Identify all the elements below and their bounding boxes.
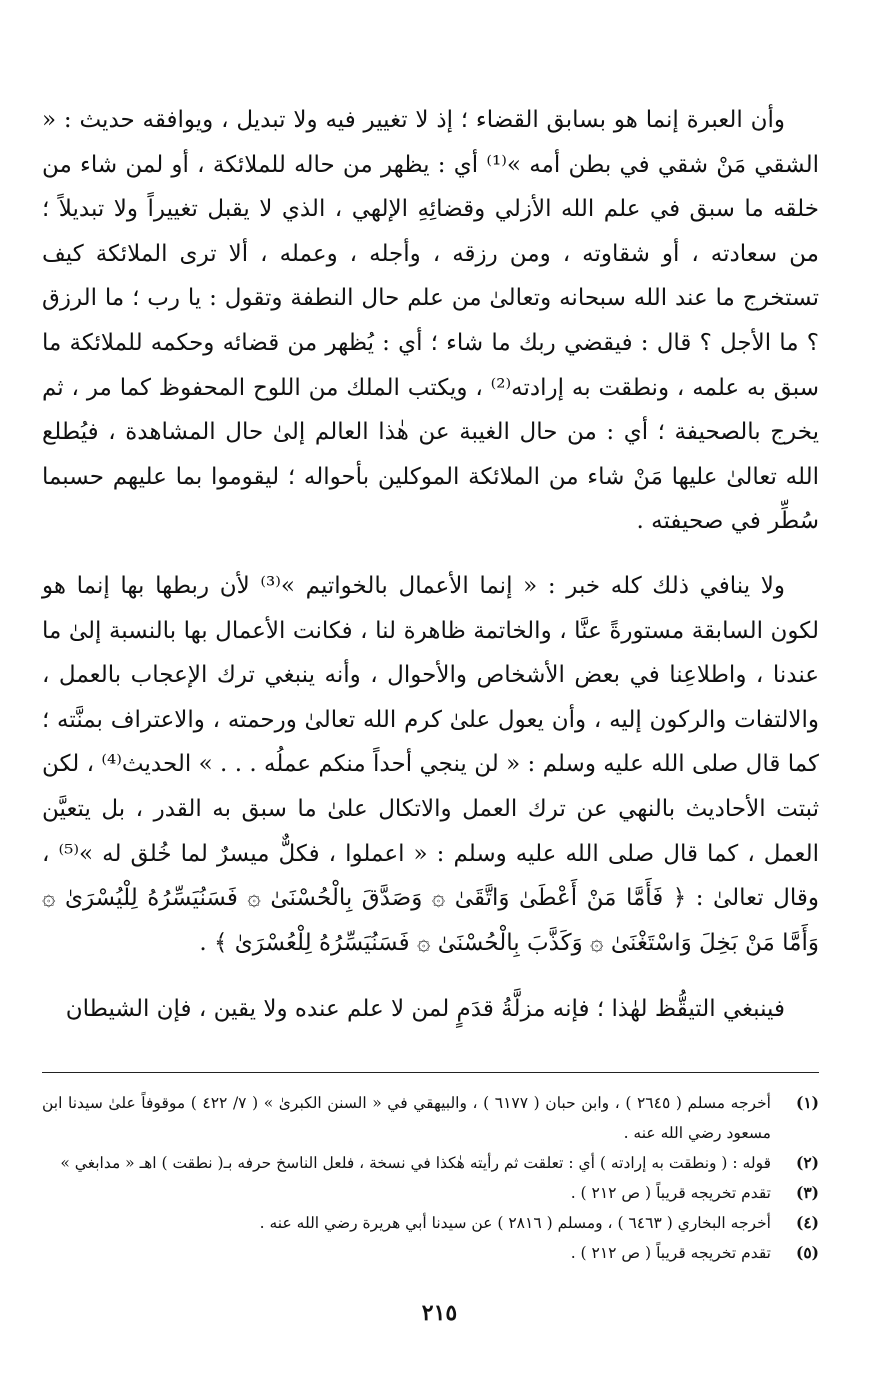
footnote-number: (٣) [795,1183,819,1202]
paragraph-1-text: وأن العبرة إنما هو بسابق القضاء ؛ إذ لا تغيير فيه ولا تبديل ، ويوافقه حديث : « الشقي مَنْ شقي في بطن أمه »⁽¹⁾ أي : يظهر من حاله للملائكة ، أو لمن شاء من خلقه ما سبق في علم الله الأزلي وقضائِهِ الإلهي ، الذي لا يقبل تغييراً ولا تبديلاً ؛ من سعادته ، أو شقاوته ، ومن رزقه ، وأجله ، وعمله ، ألا ترى الملائكة كيف تستخرج ما عند الله سبحانه وتعالىٰ من علم حال النطفة وتقول : يا رب ؛ ما الرزق ؟ ما الأجل ؟ قال : فيقضي ربك ما شاء ؛ أي : يُظهر من قضائه وحكمه للملائكة ما سبق به علمه ، ونطقت به إرادته⁽²⁾ ، ويكتب الملك من اللوح المحفوظ كما مر ، ثم يخرج بالصحيفة ؛ أي : من حال الغيبة عن هٰذا العالم إلىٰ حال المشاهدة ، فيُطلع الله تعالىٰ عليها مَنْ شاء من الملائكة الموكلين بأحواله ؛ ليقوموا بما عليهم حسبما سُطِّر في صحيفته . [42,107,819,535]
footnote-number: (٥) [795,1243,819,1262]
footnote-text: أخرجه البخاري ( ٦٤٦٣ ) ، ومسلم ( ٢٨١٦ ) عن سيدنا أبي هريرة رضي الله عنه . [259,1214,771,1232]
footnotes [42,1088,819,1268]
paragraph-2-text: ولا ينافي ذلك كله خبر : « إنما الأعمال بالخواتيم »⁽³⁾ لأن ربطها بها إنما هو لكون السابقة مستورةً عنَّا ، والخاتمة ظاهرة لنا ، فكانت الأعمال بها بالنسبة إلىٰ ما عندنا ، واطلاعِنا في بعض الأشخاص والأحوال ، وأنه ينبغي ترك الإعجاب بالعمل ، والالتفات والركون إليه ، وأن يعول علىٰ كرم الله تعالىٰ ورحمته ، والاعتراف بمنَّته ؛ كما قال صلى الله عليه وسلم : « لن ينجي أحداً منكم عملُه . . . » الحديث⁽⁴⁾ ، لكن ثبتت الأحاديث بالنهي عن ترك العمل والاتكال علىٰ ما سبق به القدر ، بل يتعيَّن العمل ، كما قال صلى الله عليه وسلم : « اعملوا ، فكلٌّ ميسرٌ لما خُلق له »⁽⁵⁾ ، وقال تعالىٰ : ﴿ فَأَمَّا مَنْ أَعْطَىٰ وَاتَّقَىٰ ۞ وَصَدَّقَ بِالْحُسْنَىٰ ۞ فَسَنُيَسِّرُهُ لِلْيُسْرَىٰ ۞ وَأَمَّا مَنْ بَخِلَ وَاسْتَغْنَىٰ ۞ وَكَذَّبَ بِالْحُسْنَىٰ ۞ فَسَنُيَسِّرُهُ لِلْعُسْرَىٰ ﴾ . [42,572,820,956]
footnote-text: تقدم تخريجه قريباً ( ص ٢١٢ ) . [570,1244,771,1262]
footnote-1 [42,1088,819,1148]
paragraph-3 [42,987,819,1032]
page-number: ٢١٥ [421,1300,458,1326]
footnote-4 [42,1208,819,1238]
footnote-text: قوله : ( ونطقت به إرادته ) أي : تعلقت ثم رأيته هٰكذا في نسخة ، فلعل الناسخ حرفه بـ( نطقت ) اهـ « مدابغي » [60,1154,771,1172]
paragraph-2 [42,564,819,965]
footnote-3 [42,1178,819,1208]
footnote-5 [42,1238,819,1268]
footnote-number: (٤) [795,1213,819,1232]
footnote-number: (١) [795,1093,819,1112]
paragraph-3-text: فينبغي التيقُّظ لهٰذا ؛ فإنه مزلَّةُ قدَمٍ لمن لا علم عنده ولا يقين ، فإن الشيطان [65,996,785,1023]
footnote-text: تقدم تخريجه قريباً ( ص ٢١٢ ) . [570,1184,771,1202]
paragraph-1 [42,98,819,544]
footnote-2 [42,1148,819,1178]
footnote-number: (٢) [795,1153,819,1172]
footnote-text: أخرجه مسلم ( ٢٦٤٥ ) ، وابن حبان ( ٦١٧٧ ) ، والبيهقي في « السنن الكبرىٰ » ( ٧/ ٤٢٢ ) موقوفاً علىٰ سيدنا ابن مسعود رضي الله عنه . [42,1094,771,1142]
main-text [42,98,819,1032]
footnote-divider [42,1072,819,1073]
